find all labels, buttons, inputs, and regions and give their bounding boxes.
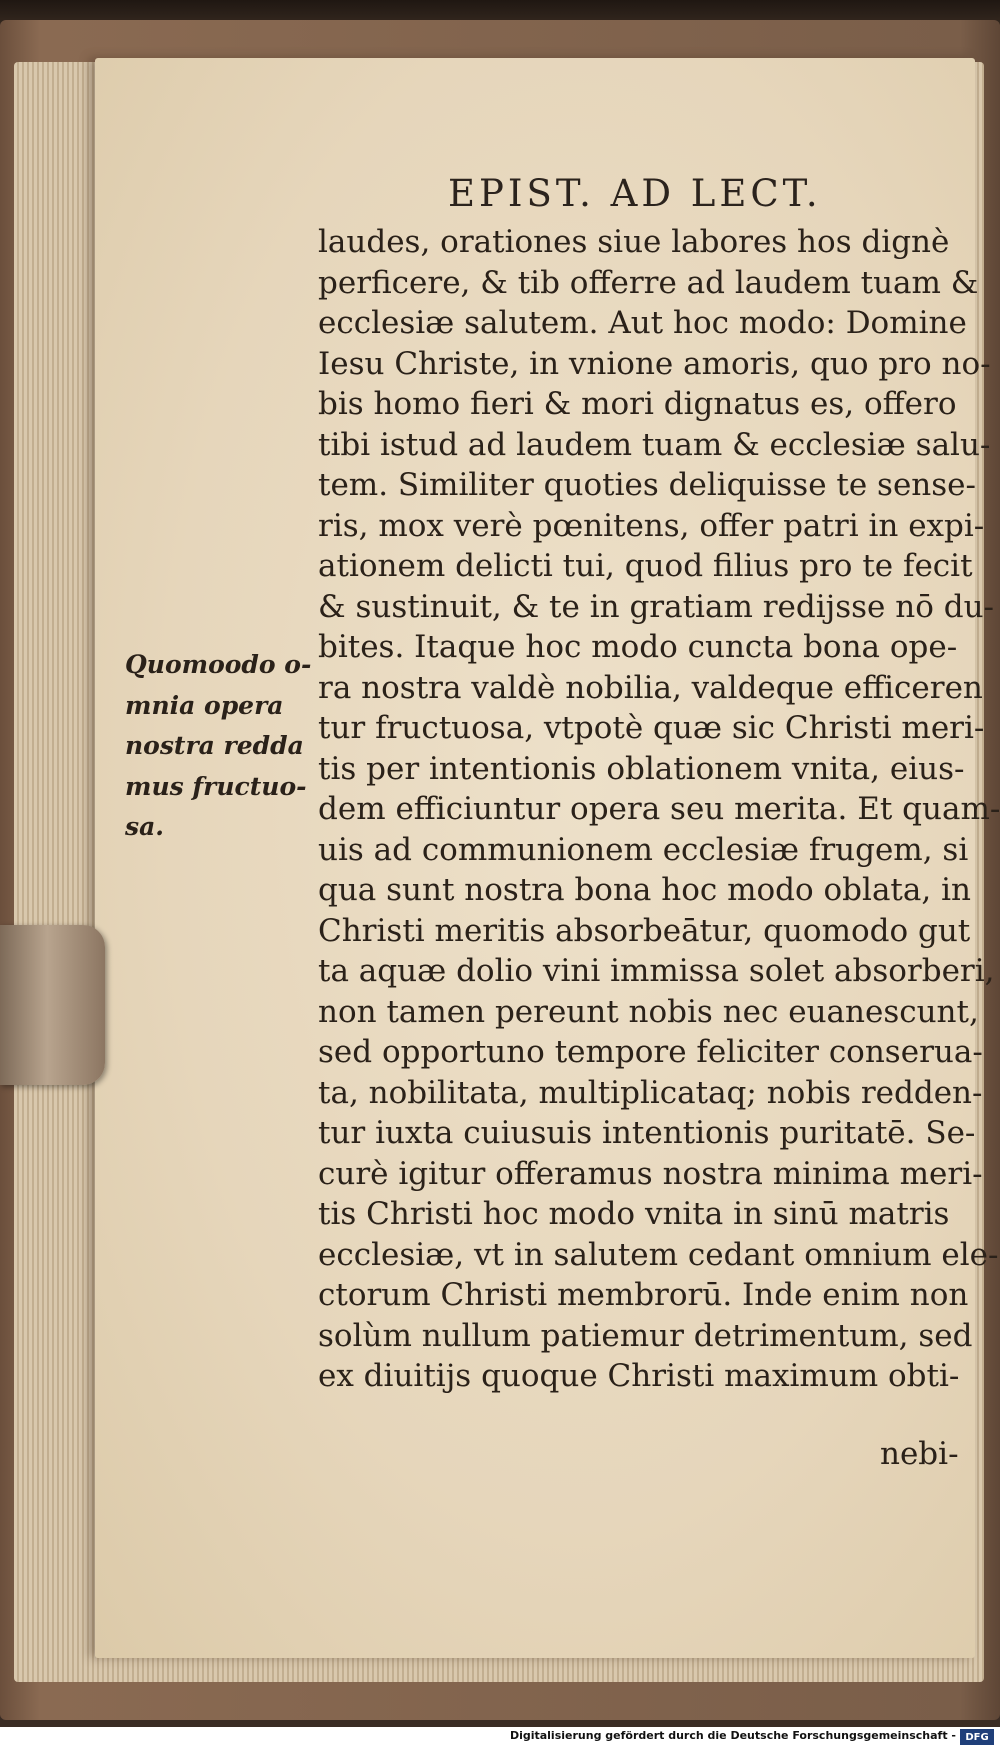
text-line: dem efficiuntur opera seu merita. Et quam- [318,791,1000,827]
catchword: nebi- [880,1436,959,1472]
text-line: ris, mox verè pœnitens, offer patri in expi- [318,507,985,544]
marginal-note-line: mus fructuo- [125,771,307,801]
text-line: qua sunt nostra bona hoc modo oblata, in [318,872,971,908]
text-line: Iesu Christe, in vnione amoris, quo pro no- [318,345,991,382]
text-line: ecclesiæ salutem. Aut hoc modo: Domine [318,305,967,341]
text-line: uis ad communionem ecclesiæ frugem, si [318,831,969,868]
text-line: curè igitur offeramus nostra minima meri- [318,1155,983,1192]
footer-credit: Digitalisierung gefördert durch die Deutsche Forschungsgemeinschaft - [509,1729,956,1742]
text-line: bites. Itaque hoc modo cuncta bona ope- [318,629,958,665]
text-line: ta aquæ dolio vini immissa solet absorberi, [318,953,995,989]
text-line: Christi meritis absorbeātur, quomodo gut [318,912,971,949]
text-line: & sustinuit, & te in gratiam rediјsse nō du- [318,588,995,625]
text-line: ex diuitiјs quoque Christi maximum obti- [318,1358,960,1394]
text-line: sed opportuno tempore feliciter conserua- [318,1034,983,1070]
marginal-note-line: sa. [125,812,164,841]
text-line: perficere, & tib offerre ad laudem tuam & [318,264,979,301]
text-line: ctorum Christi membrorū. Inde enim non [318,1277,969,1313]
text-line: tur iuxta cuiusuis intentionis puritatē. Se- [318,1115,976,1151]
text-line: tis per intentionis oblationem vnita, eius- [318,750,965,787]
text-line: bis homo fieri & mori dignatus es, offero [318,386,957,422]
text-line: tis Christi hoc modo vnita in sinū matris [318,1196,950,1232]
text-line: ta, nobilitata, multiplicataq; nobis redden- [318,1074,983,1111]
body-text [318,222,1000,1397]
book-clasp [0,925,105,1085]
marginal-note-line: mnia opera [125,690,284,720]
text-line: ra nostra valdè nobilia, valdeque efficeren [318,669,983,706]
marginal-note-line: Quomoodo o- [125,650,312,679]
text-line: non tamen pereunt nobis nec euanescunt, [318,993,979,1030]
running-head: EPIST. AD LECT. [448,172,822,215]
text-line: ationem delicti tui, quod filius pro te fecit [318,548,973,584]
dfg-logo: DFG [960,1729,994,1745]
text-line: laudes, orationes siue labores hos dignè [318,224,950,260]
text-line: tibi istud ad laudem tuam & ecclesiæ salu- [318,426,991,463]
text-line: solùm nullum patiemur detrimentum, sed [318,1317,973,1354]
marginal-note-line: nostra redda [125,731,304,760]
text-line: ecclesiæ, vt in salutem cedant omnium ele- [318,1236,999,1273]
marginal-note [125,645,315,848]
text-line: tem. Similiter quoties deliquisse te sense- [318,467,976,503]
text-line: tur fructuosa, vtpotè quæ sic Christi meri- [318,710,985,746]
